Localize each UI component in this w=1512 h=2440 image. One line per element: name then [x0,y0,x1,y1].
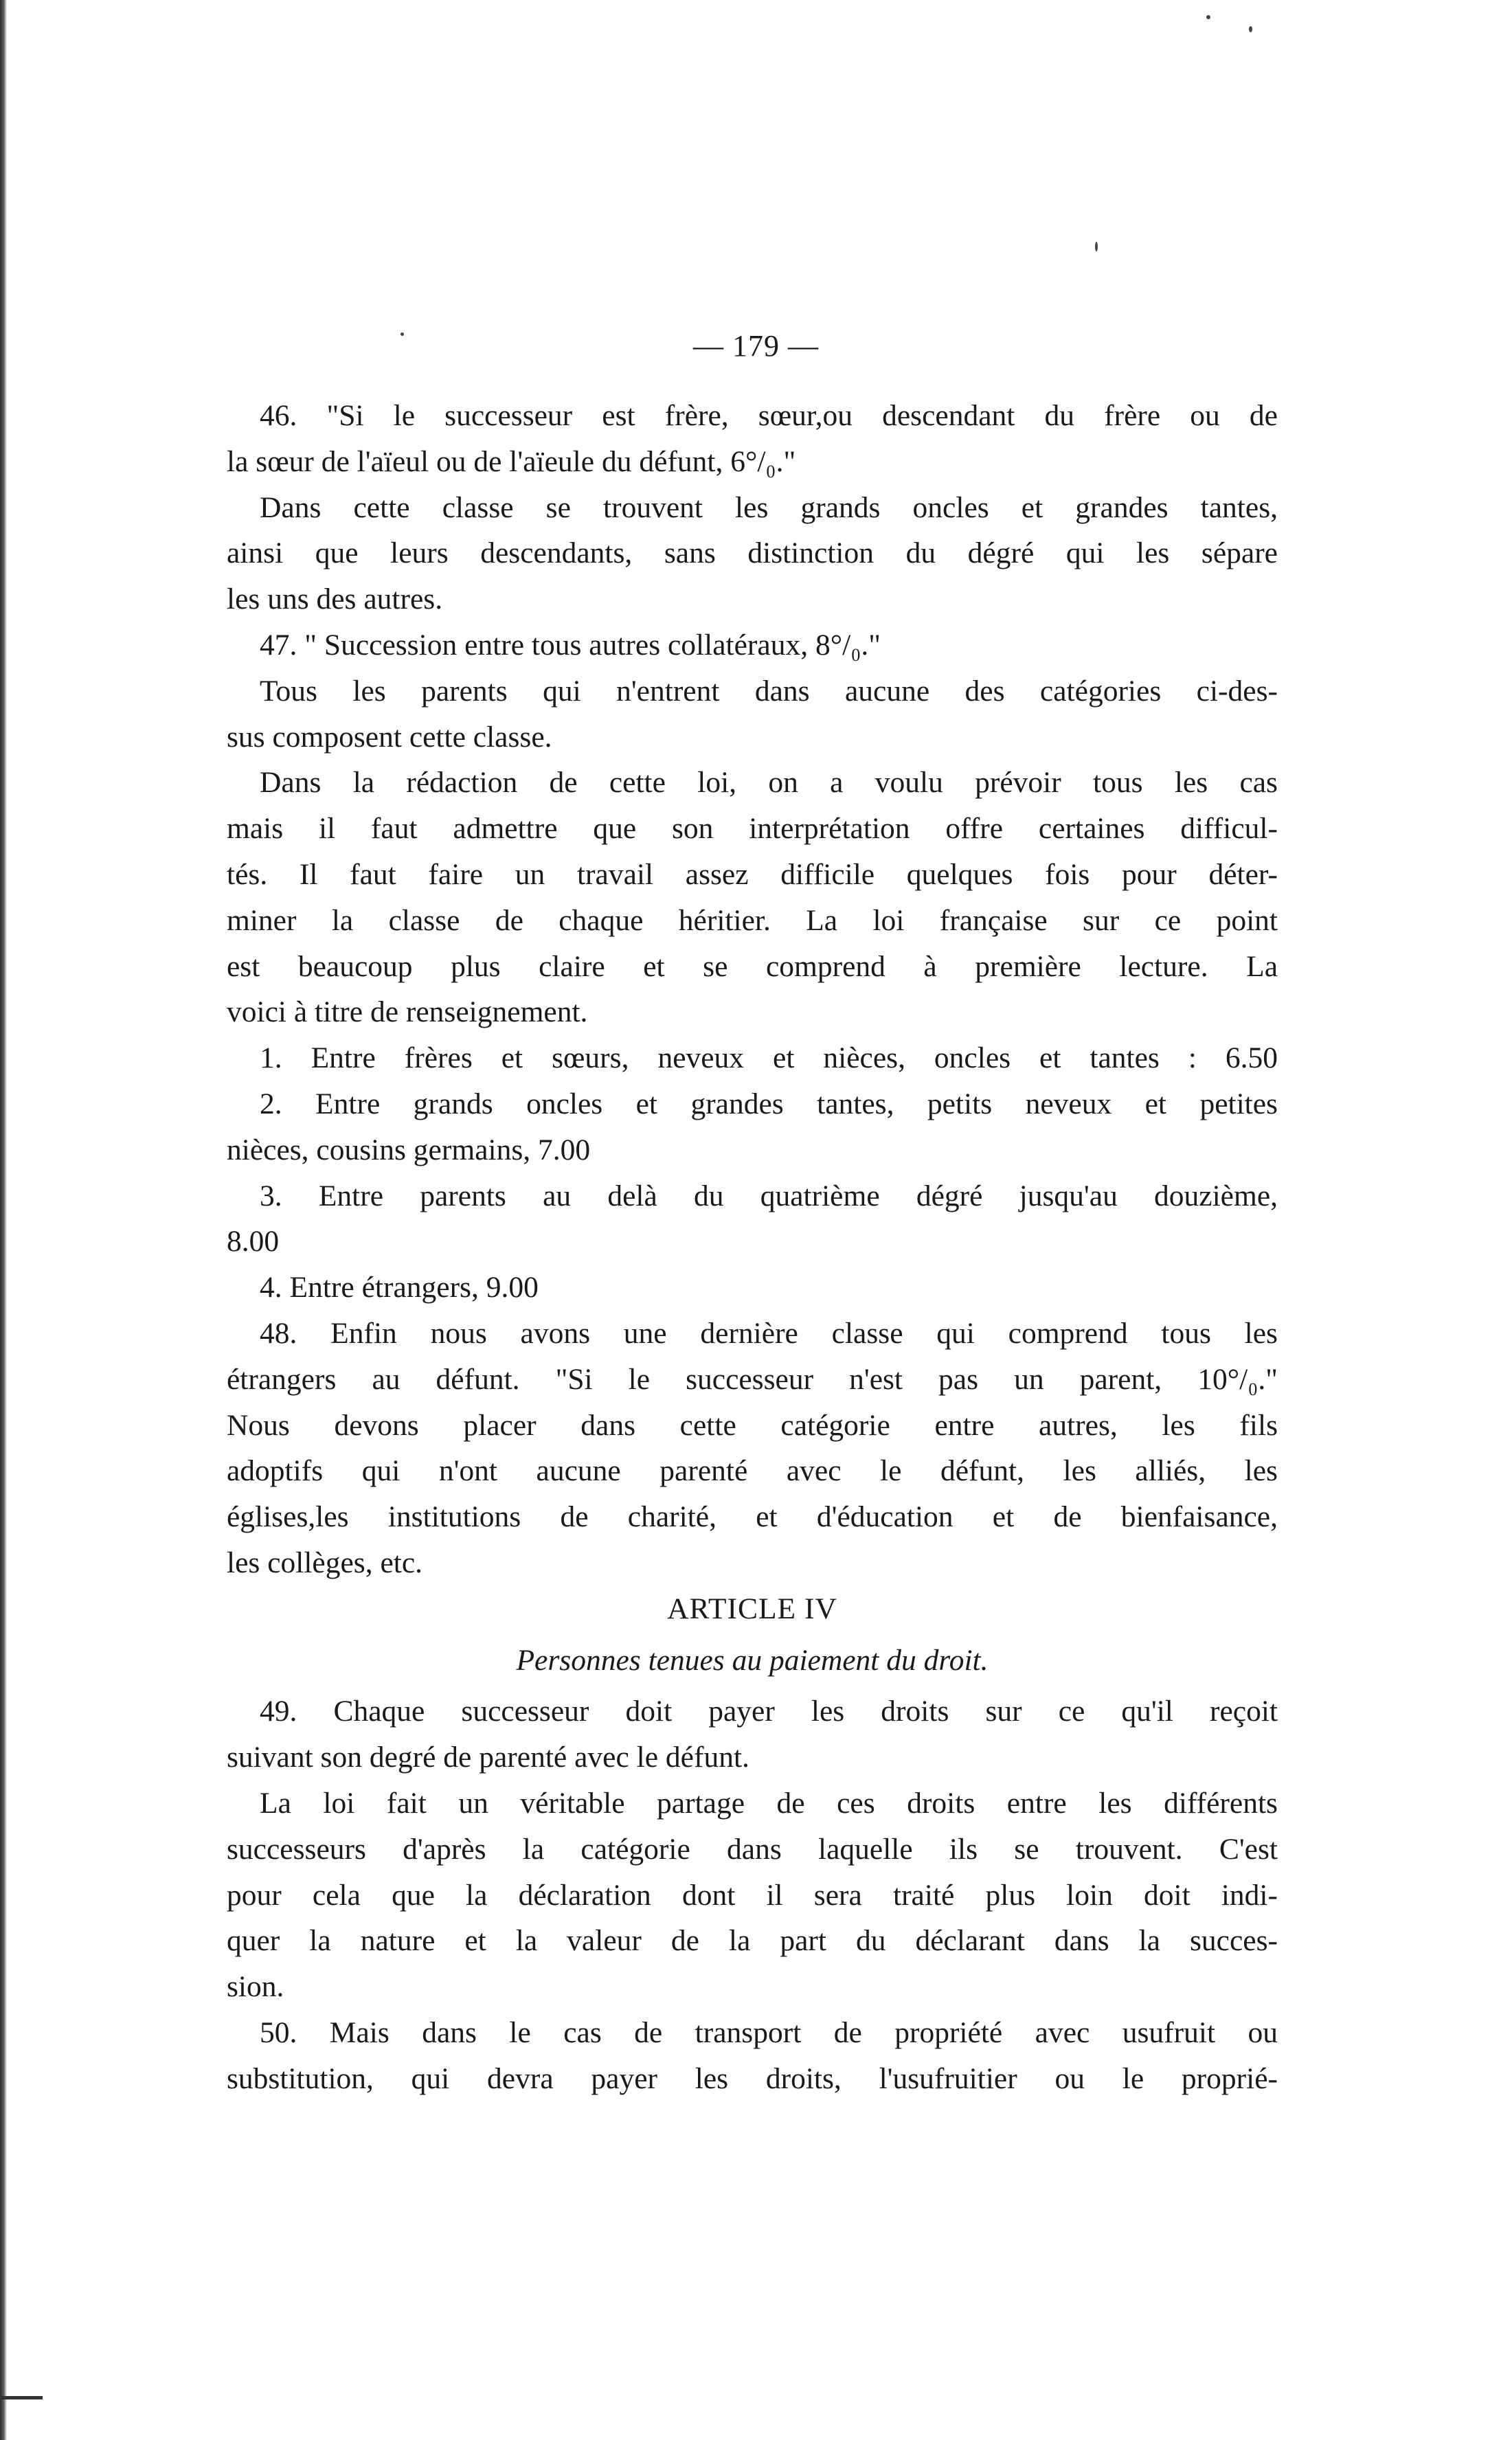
text-line: Dans cette classe se trouvent les grands oncles et grandes tantes, [260,490,1278,524]
text-line: sus composent cette classe. [227,720,552,754]
text-line: étrangers au défunt. "Si le successeur n'est pas un parent, 10°/₀." [227,1362,1278,1396]
text-line: tés. Il faut faire un travail assez difficile quelques fois pour déter- [227,857,1278,891]
text-line: adoptifs qui n'ont aucune parenté avec le défunt, les alliés, les [227,1454,1278,1488]
article-subtitle: Personnes tenues au paiement du droit. [516,1643,989,1677]
page-number: — 179 — [693,329,819,363]
text-line: ainsi que leurs descendants, sans distinction du dégré qui les sépare [227,536,1278,570]
text-line: 47. " Succession entre tous autres collatéraux, 8°/₀." [260,628,881,662]
page-left-edge [0,0,7,2440]
text-line: nièces, cousins germains, 7.00 [227,1133,591,1166]
article-heading: ARTICLE IV [667,1592,837,1625]
text-line: substitution, qui devra payer les droits, l'usufruitier ou le proprié- [227,2061,1278,2095]
body-text [227,393,1278,2101]
text-line: 48. Enfin nous avons une dernière classe qui comprend tous les [260,1316,1278,1350]
text-line: 4. Entre étrangers, 9.00 [260,1271,539,1304]
text-line: les uns des autres. [227,583,443,616]
text-line: 1. Entre frères et sœurs, neveux et nièces, oncles et tantes : 6.50 [260,1041,1278,1075]
text-line: successeurs d'après la catégorie dans laquelle ils se trouvent. C'est [227,1832,1278,1866]
spacer [227,1632,1278,1638]
text-line: 49. Chaque successeur doit payer les droits sur ce qu'il reçoit [260,1695,1278,1728]
speck [1095,242,1098,251]
text-line: 3. Entre parents au delà du quatrième dégré jusqu'au douzième, [260,1179,1278,1212]
text-line: sion. [227,1970,284,2004]
text-line: la sœur de l'aïeul ou de l'aïeule du défunt, 6°/₀." [227,444,796,478]
text-line: est beaucoup plus claire et se comprend à première lecture. La [227,949,1278,983]
text-line: 50. Mais dans le cas de transport de propriété avec usufruit ou [260,2015,1278,2049]
text-line: suivant son degré de parenté avec le défunt. [227,1741,749,1774]
text-line: mais il faut admettre que son interprétation offre certaines difficul- [227,812,1278,846]
text-line: quer la nature et la valeur de la part du déclarant dans la succes- [227,1924,1278,1958]
text-line: voici à titre de renseignement. [227,995,588,1029]
bottom-left-rule [0,2396,43,2399]
text-line: miner la classe de chaque héritier. La loi française sur ce point [227,903,1278,937]
speck [1249,26,1252,32]
text-line: Nous devons placer dans cette catégorie entre autres, les fils [227,1408,1278,1442]
spacer [227,1683,1278,1688]
text-line: 2. Entre grands oncles et grandes tantes, petits neveux et petites [260,1087,1278,1120]
text-line: les collèges, etc. [227,1546,423,1579]
text-line: Tous les parents qui n'entrent dans aucune des catégories ci-des- [260,674,1278,708]
text-line: Dans la rédaction de cette loi, on a voulu prévoir tous les cas [260,766,1278,800]
speck [1206,15,1210,19]
text-line: églises,les institutions de charité, et d'éducation et de bienfaisance, [227,1500,1278,1534]
text-line: 46. "Si le successeur est frère, sœur,ou descendant du frère ou de [260,399,1278,432]
text-line: La loi fait un véritable partage de ces droits entre les différents [260,1786,1278,1820]
text-line: 8.00 [227,1225,280,1258]
text-line: pour cela que la déclaration dont il sera traité plus loin doit indi- [227,1878,1278,1912]
